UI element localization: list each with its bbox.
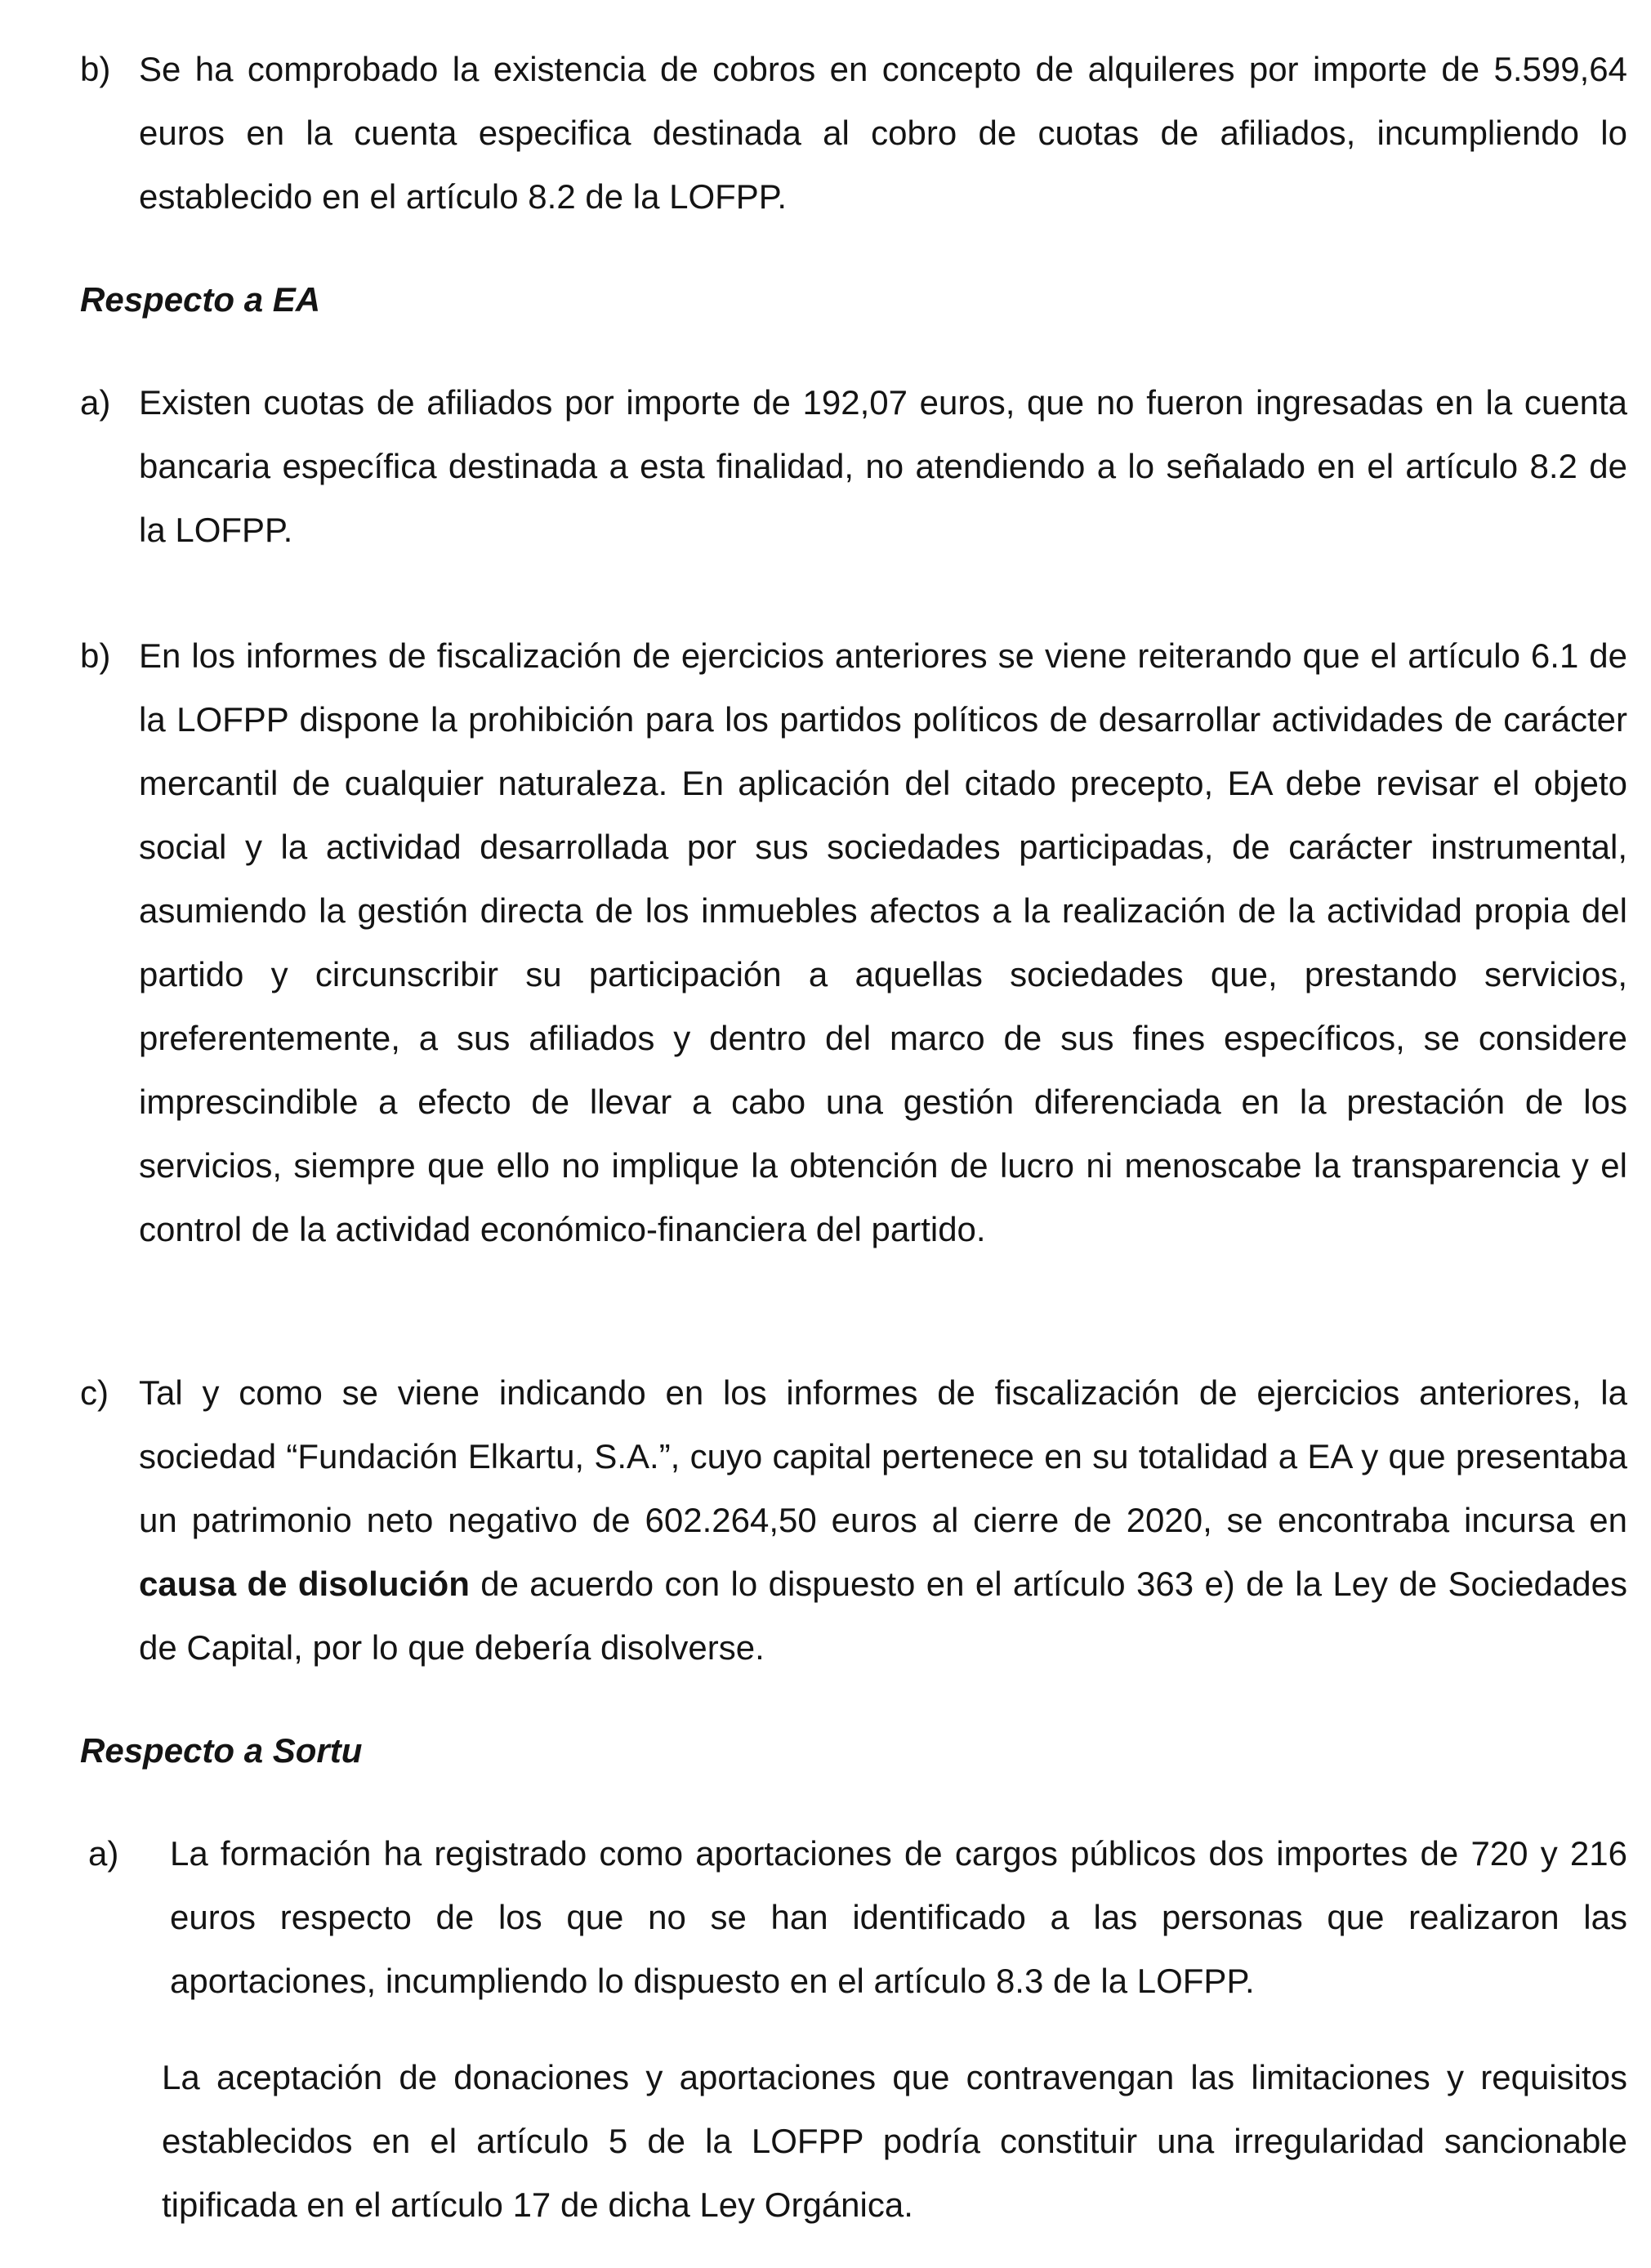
list-item-text [139, 1361, 1627, 1680]
note-paragraph: La aceptación de donaciones y aportaciones que contravengan las limitaciones y requisitos establecidos en el artículo 5 de la LOFPP podría constituir una irregularidad sancionable tipificada en el artículo 17 de dicha Ley Orgánica. [162, 2058, 1627, 2224]
list-marker: c) [80, 1373, 109, 1412]
list-marker: b) [80, 636, 111, 675]
section-heading-ea: Respecto a EA [80, 280, 321, 319]
section-heading-sortu: Respecto a Sortu [80, 1731, 363, 1770]
list-item-text: En los informes de fiscalización de ejercicios anteriores se viene reiterando que el artículo 6.1 de la LOFPP dispone la prohibición para los partidos políticos de desarrollar actividades de carácter mercantil de cualquier naturaleza. En aplicación del citado precepto, EA debe revisar el objeto social y la actividad desarrollada por sus sociedades participadas, de carácter instrumental, asumiendo la gestión directa de los inmuebles afectos a la realización de la actividad propia del partido y circunscribir su participación a aquellas sociedades que, prestando servicios, preferentemente, a sus afiliados y dentro del marco de sus fines específicos, se considere imprescindible a efecto de llevar a cabo una gestión diferenciada en la prestación de los servicios, siempre que ello no implique la obtención de lucro ni menoscabe la transparencia y el control de la actividad económico-financiera del partido. [139, 636, 1627, 1248]
list-item [88, 1822, 1627, 2013]
list-marker: b) [80, 50, 111, 88]
list-marker: a) [80, 383, 111, 422]
text-run: de acuerdo con lo dispuesto en el artículo 363 e) de la Ley de Sociedades de Capital, por lo que debería disolverse. [139, 1565, 1627, 1667]
list-item-text: La formación ha registrado como aportaciones de cargos públicos dos importes de 720 y 216 euros respecto de los que no se han identificado a las personas que realizaron las aportaciones, incumpliendo lo dispuesto en el artículo 8.3 de la LOFPP. [170, 1834, 1627, 2000]
list-item [80, 38, 1627, 229]
list-item [80, 371, 1627, 562]
text-run: Tal y como se viene indicando en los informes de fiscalización de ejercicios anteriores, la sociedad “Fundación Elkartu, S.A.”, cuyo capital pertenece en su totalidad a EA y que presentaba un patrimonio neto negativo de 602.264,50 euros al cierre de 2020, se encontraba incursa en [139, 1373, 1627, 1539]
list-item [80, 624, 1627, 1261]
list-item-text: Existen cuotas de afiliados por importe de 192,07 euros, que no fueron ingresadas en la cuenta bancaria específica destinada a esta finalidad, no atendiendo a lo señalado en el artículo 8.2 de la LOFPP. [139, 383, 1627, 549]
list-item [80, 1361, 1627, 1680]
list-item-text: Se ha comprobado la existencia de cobros en concepto de alquileres por importe de 5.599,64 euros en la cuenta especifica destinada al cobro de cuotas de afiliados, incumpliendo lo establecido en el artículo 8.2 de la LOFPP. [139, 50, 1627, 216]
list-marker: a) [88, 1834, 119, 1873]
bold-text: causa de disolución [139, 1565, 470, 1603]
